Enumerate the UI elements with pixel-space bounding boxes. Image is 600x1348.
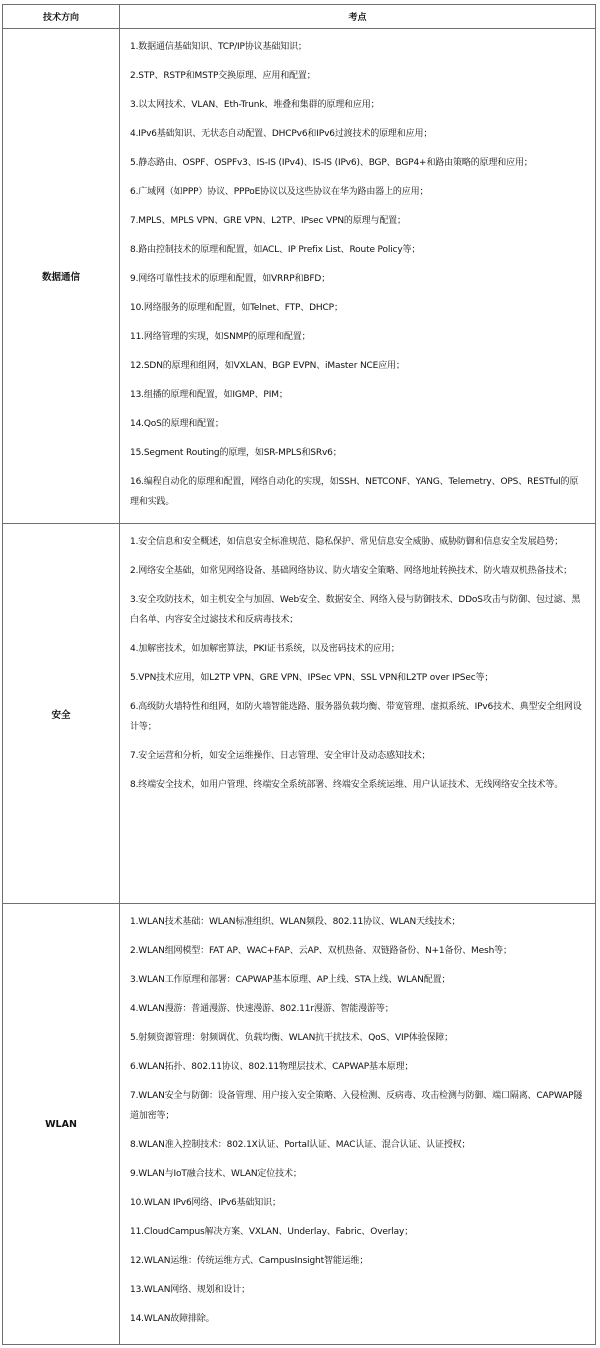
point-item: 9.网络可靠性技术的原理和配置，如VRRP和BFD； [130, 274, 331, 284]
point-item: 13.组播的原理和配置，如IGMP、PIM； [130, 390, 288, 400]
point-item: 9.WLAN与IoT融合技术、WLAN定位技术； [130, 1169, 302, 1179]
point-item: 16.编程自动化的原理和配置，网络自动化的实现，如SSH、NETCONF、YANG、Telemetry、OPS、RESTful的原理和实践。 [130, 477, 579, 507]
point-item: 3.以太网技术、VLAN、Eth-Trunk、堆叠和集群的原理和应用； [130, 100, 380, 110]
point-item: 2.WLAN组网模型：FAT AP、WAC+FAP、云AP、双机热备、双链路备份、N+1备份、Mesh等； [130, 946, 512, 956]
point-item: 10.网络服务的原理和配置，如Telnet、FTP、DHCP； [130, 303, 343, 313]
section-points [120, 29, 595, 523]
point-item: 2.网络安全基础，如常见网络设备、基础网络协议、防火墙安全策略、网络地址转换技术、防火墙双机热备技术； [130, 566, 572, 576]
section-row [3, 29, 595, 524]
point-item: 14.WLAN故障排除。 [130, 1314, 215, 1324]
point-item: 11.网络管理的实现，如SNMP的原理和配置； [130, 332, 311, 342]
point-item: 4.WLAN漫游：普通漫游、快速漫游、802.11r漫游、智能漫游等； [130, 1004, 394, 1014]
table-header-row [3, 5, 595, 29]
point-item: 1.数据通信基础知识、TCP/IP协议基础知识； [130, 42, 307, 52]
point-item: 4.IPv6基础知识、无状态自动配置、DHCPv6和IPv6过渡技术的原理和应用； [130, 129, 433, 139]
point-item: 8.终端安全技术，如用户管理、终端安全系统部署、终端安全系统运维、用户认证技术、无线网络安全技术等。 [130, 780, 564, 790]
table-body [3, 29, 595, 1345]
header-direction: 技术方向 [3, 5, 120, 28]
point-item: 5.静态路由、OSPF、OSPFv3、IS-IS (IPv4)、IS-IS (IPv6)、BGP、BGP4+和路由策略的原理和应用； [130, 158, 533, 168]
point-item: 15.Segment Routing的原理，如SR-MPLS和SRv6； [130, 448, 342, 458]
point-item: 8.路由控制技术的原理和配置，如ACL、IP Prefix List、Route Policy等； [130, 245, 421, 255]
point-item: 10.WLAN IPv6网络、IPv6基础知识； [130, 1198, 281, 1208]
point-item: 5.射频资源管理：射频调优、负载均衡、WLAN抗干扰技术、QoS、VIP体验保障； [130, 1033, 453, 1043]
section-points [120, 904, 595, 1345]
section-row [3, 524, 595, 904]
point-item: 1.安全信息和安全概述，如信息安全标准规范、隐私保护、常见信息安全威胁、威胁防御和信息安全发展趋势； [130, 537, 564, 547]
point-item: 1.WLAN技术基础：WLAN标准组织、WLAN频段、802.11协议、WLAN天线技术； [130, 917, 461, 927]
point-item: 2.STP、RSTP和MSTP交换原理、应用和配置； [130, 71, 316, 81]
exam-topics-table [2, 4, 596, 1345]
section-direction: 安全 [3, 524, 120, 903]
header-points: 考点 [348, 13, 367, 23]
point-item: 6.WLAN拓扑、802.11协议、802.11物理层技术、CAPWAP基本原理； [130, 1062, 414, 1072]
point-item: 4.加解密技术，如加解密算法，PKI证书系统，以及密码技术的应用； [130, 644, 400, 654]
point-item: 12.WLAN运维：传统运维方式、CampusInsight智能运维； [130, 1256, 369, 1266]
point-item: 3.WLAN工作原理和部署：CAPWAP基本原理、AP上线、STA上线、WLAN配置； [130, 975, 451, 985]
section-direction: WLAN [3, 904, 120, 1345]
point-item: 7.WLAN安全与防御：设备管理、用户接入安全策略、入侵检测、反病毒、攻击检测与防御、端口隔离、CAPWAP隧道加密等； [130, 1091, 583, 1121]
point-item: 5.VPN技术应用，如L2TP VPN、GRE VPN、IPSec VPN、SSL VPN和L2TP over IPSec等； [130, 673, 494, 683]
point-item: 3.安全攻防技术，如主机安全与加固、Web安全、数据安全、网络入侵与防御技术、DDoS攻击与防御、包过滤、黑白名单、内容安全过滤技术和反病毒技术； [130, 595, 581, 625]
point-item: 14.QoS的原理和配置； [130, 419, 224, 429]
section-points [120, 524, 595, 903]
section-row [3, 904, 595, 1345]
point-item: 7.安全运营和分析，如安全运维操作、日志管理、安全审计及动态感知技术； [130, 751, 431, 761]
point-item: 12.SDN的原理和组网，如VXLAN、BGP EVPN、iMaster NCE应用； [130, 361, 405, 371]
point-item: 7.MPLS、MPLS VPN、GRE VPN、L2TP、IPsec VPN的原理与配置； [130, 216, 406, 226]
point-item: 13.WLAN网络、规划和设计； [130, 1285, 250, 1295]
point-item: 6.高级防火墙特性和组网，如防火墙智能选路、服务器负载均衡、带宽管理、虚拟系统、IPv6技术、典型安全组网设计等； [130, 702, 582, 732]
point-item: 11.CloudCampus解决方案、VXLAN、Underlay、Fabric、Overlay； [130, 1227, 414, 1237]
point-item: 8.WLAN准入控制技术：802.1X认证、Portal认证、MAC认证、混合认证、认证授权； [130, 1140, 471, 1150]
point-item: 6.广域网（如PPP）协议、PPPoE协议以及这些协议在华为路由器上的应用； [130, 187, 429, 197]
section-direction: 数据通信 [3, 29, 120, 523]
